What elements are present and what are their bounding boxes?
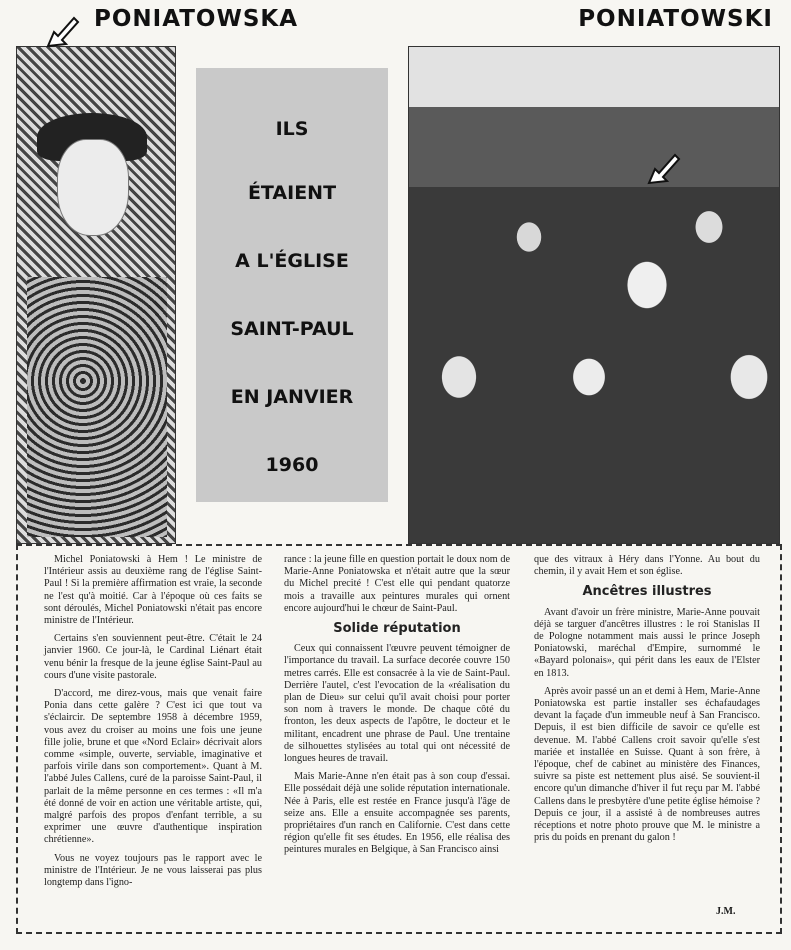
title-line: 1960 <box>265 454 319 476</box>
photo-crowd <box>408 46 780 544</box>
title-line: ÉTAIENT <box>247 182 337 204</box>
subheading: Ancêtres illustres <box>582 584 712 600</box>
arrow-marker-icon <box>44 14 80 50</box>
title-line: SAINT-PAUL <box>230 318 354 340</box>
title-panel <box>196 68 388 502</box>
photo-woman-coat <box>27 277 167 537</box>
header-left: PONIATOWSKA <box>94 6 299 32</box>
paragraph: Vous ne voyez toujours pas le rapport avec le ministre de l'Intérieur. Je ne vous laisserai pas plus longtemp dans l'igno- <box>44 852 262 889</box>
article-column-2 <box>284 554 510 863</box>
arrow-marker-icon <box>645 151 681 187</box>
title-line: ILS <box>275 118 309 140</box>
paragraph: D'accord, me direz-vous, mais que venait faire Ponia dans cette galère ? C'est ici que tout va s'éclaircir. De septembre 1958 à décembre 1959, vous avez du croiser au moins une fois une jeune fille jolie, brune et que «Nord Eclair» décrivait alors comme «simple, ouverte, serviable, imaginative et parfois virile dans son comportement». Quant à M. l'abbé Jules Callens, curé de la paroisse Saint-Paul, il parlait de la même personne en ces termes : «Il m'a été donné de voir en action une véritable artiste, qui, malgré parfois des propos d'enfant terrible, a su exprimer une œuvre d'authentique inspiration chrétienne». <box>44 688 262 846</box>
title-line: A L'ÉGLISE <box>235 250 349 272</box>
header-right: PONIATOWSKI <box>578 6 773 32</box>
article-column-3 <box>534 554 760 850</box>
article-column-1 <box>44 554 262 895</box>
subheading: Solide réputation <box>333 621 461 637</box>
paragraph: Ceux qui connaissent l'œuvre peuvent témoigner de l'importance du travail. La surface decorée couvre 150 metres carrés. Elle est consacrée à la vie de Saint-Paul. Derrière l'autel, c'est l'evocation de la «réalisation du plan de Dieu» sur celui qu'il avait choisi pour porter son nom à travers le monde. De chaque côté du fronton, les deux aspects de l'apôtre, le docteur et le militant, encadrent une phrase de Paul. Une trentaine de silhouettes stylisées au total qui ont nécessité de longues heures de travail. <box>284 643 510 765</box>
paragraph: Certains s'en souviennent peut-être. C'était le 24 janvier 1960. Ce jour-là, le Cardinal Liénart était venu bénir la fresque de la jeune église Saint-Paul au cours d'une visite pastorale. <box>44 633 262 681</box>
paragraph: Après avoir passé un an et demi à Hem, Marie-Anne Poniatowska est partie installer ses échafaudages devant la façade d'un immeuble neuf à San Francisco. Depuis, il est bien difficile de savoir ce qu'elle est devenue. M. l'abbé Callens croit savoir qu'elle s'est mariée et installée en Suisse. Quant à son frère, à l'époque, chef de cabinet au ministère des Finances, suivre sa piste est nettement plus aisé. Se souvient-il encore qu'un dimanche d'hiver il fut reçu par M. l'abbé Callens dans le presbytère d'une petite église hémoise ? Depuis ce jour, il a assisté à de nombreuses autres réceptions et notre photo prouve que M. le ministre a pris du poids en prenant du galon ! <box>534 685 760 844</box>
paragraph: Avant d'avoir un frère ministre, Marie-Anne pouvait déjà se targuer d'ancêtres illustres : le roi Stanislas II de Pologne notamment mais aussi le prince Joseph Poniatowski, maréchal d'Empire, surnommé le «Bayard polonais», qui périt dans les eaux de l'Elster en 1813. <box>534 606 760 679</box>
paragraph: rance : la jeune fille en question portait le doux nom de Marie-Anne Poniatowska et n'était autre que la sœur du Michel precité ! C'est elle qui pendant quatorze mois a travaille aux peintures murales qui ornent encore aujourd'hui le chœur de Saint-Paul. <box>284 554 510 614</box>
signature: J.M. <box>716 906 736 917</box>
photo-woman <box>16 46 176 544</box>
photo-woman-face <box>57 139 129 236</box>
paragraph: que des vitraux à Héry dans l'Yonne. Au bout du chemin, il y avait Hem et son église. <box>534 554 760 578</box>
paragraph: Michel Poniatowski à Hem ! Le ministre de l'Intérieur assis au deuxième rang de l'église Saint-Paul ! Si la première affirmation est vraie, la seconde ne l'est qu'à moitié. Car à l'époque où ces faits se sont déroulés, Michel Poniatowski n'était pas encore ministre de l'Intérieur. <box>44 554 262 627</box>
title-line: EN JANVIER <box>230 386 354 408</box>
paragraph: Mais Marie-Anne n'en était pas à son coup d'essai. Elle possédait déjà une solide réputation internationale. Née à Paris, elle est restée en France jusqu'à l'âge de seize ans. Elle a ensuite accompagnée ses parents, propriétaires d'un ranch en Californie. C'est dans cette région qu'elle fit ses études. En 1956, elle réalisa des peintures murales en Belgique, à San Francisco ainsi <box>284 771 510 856</box>
